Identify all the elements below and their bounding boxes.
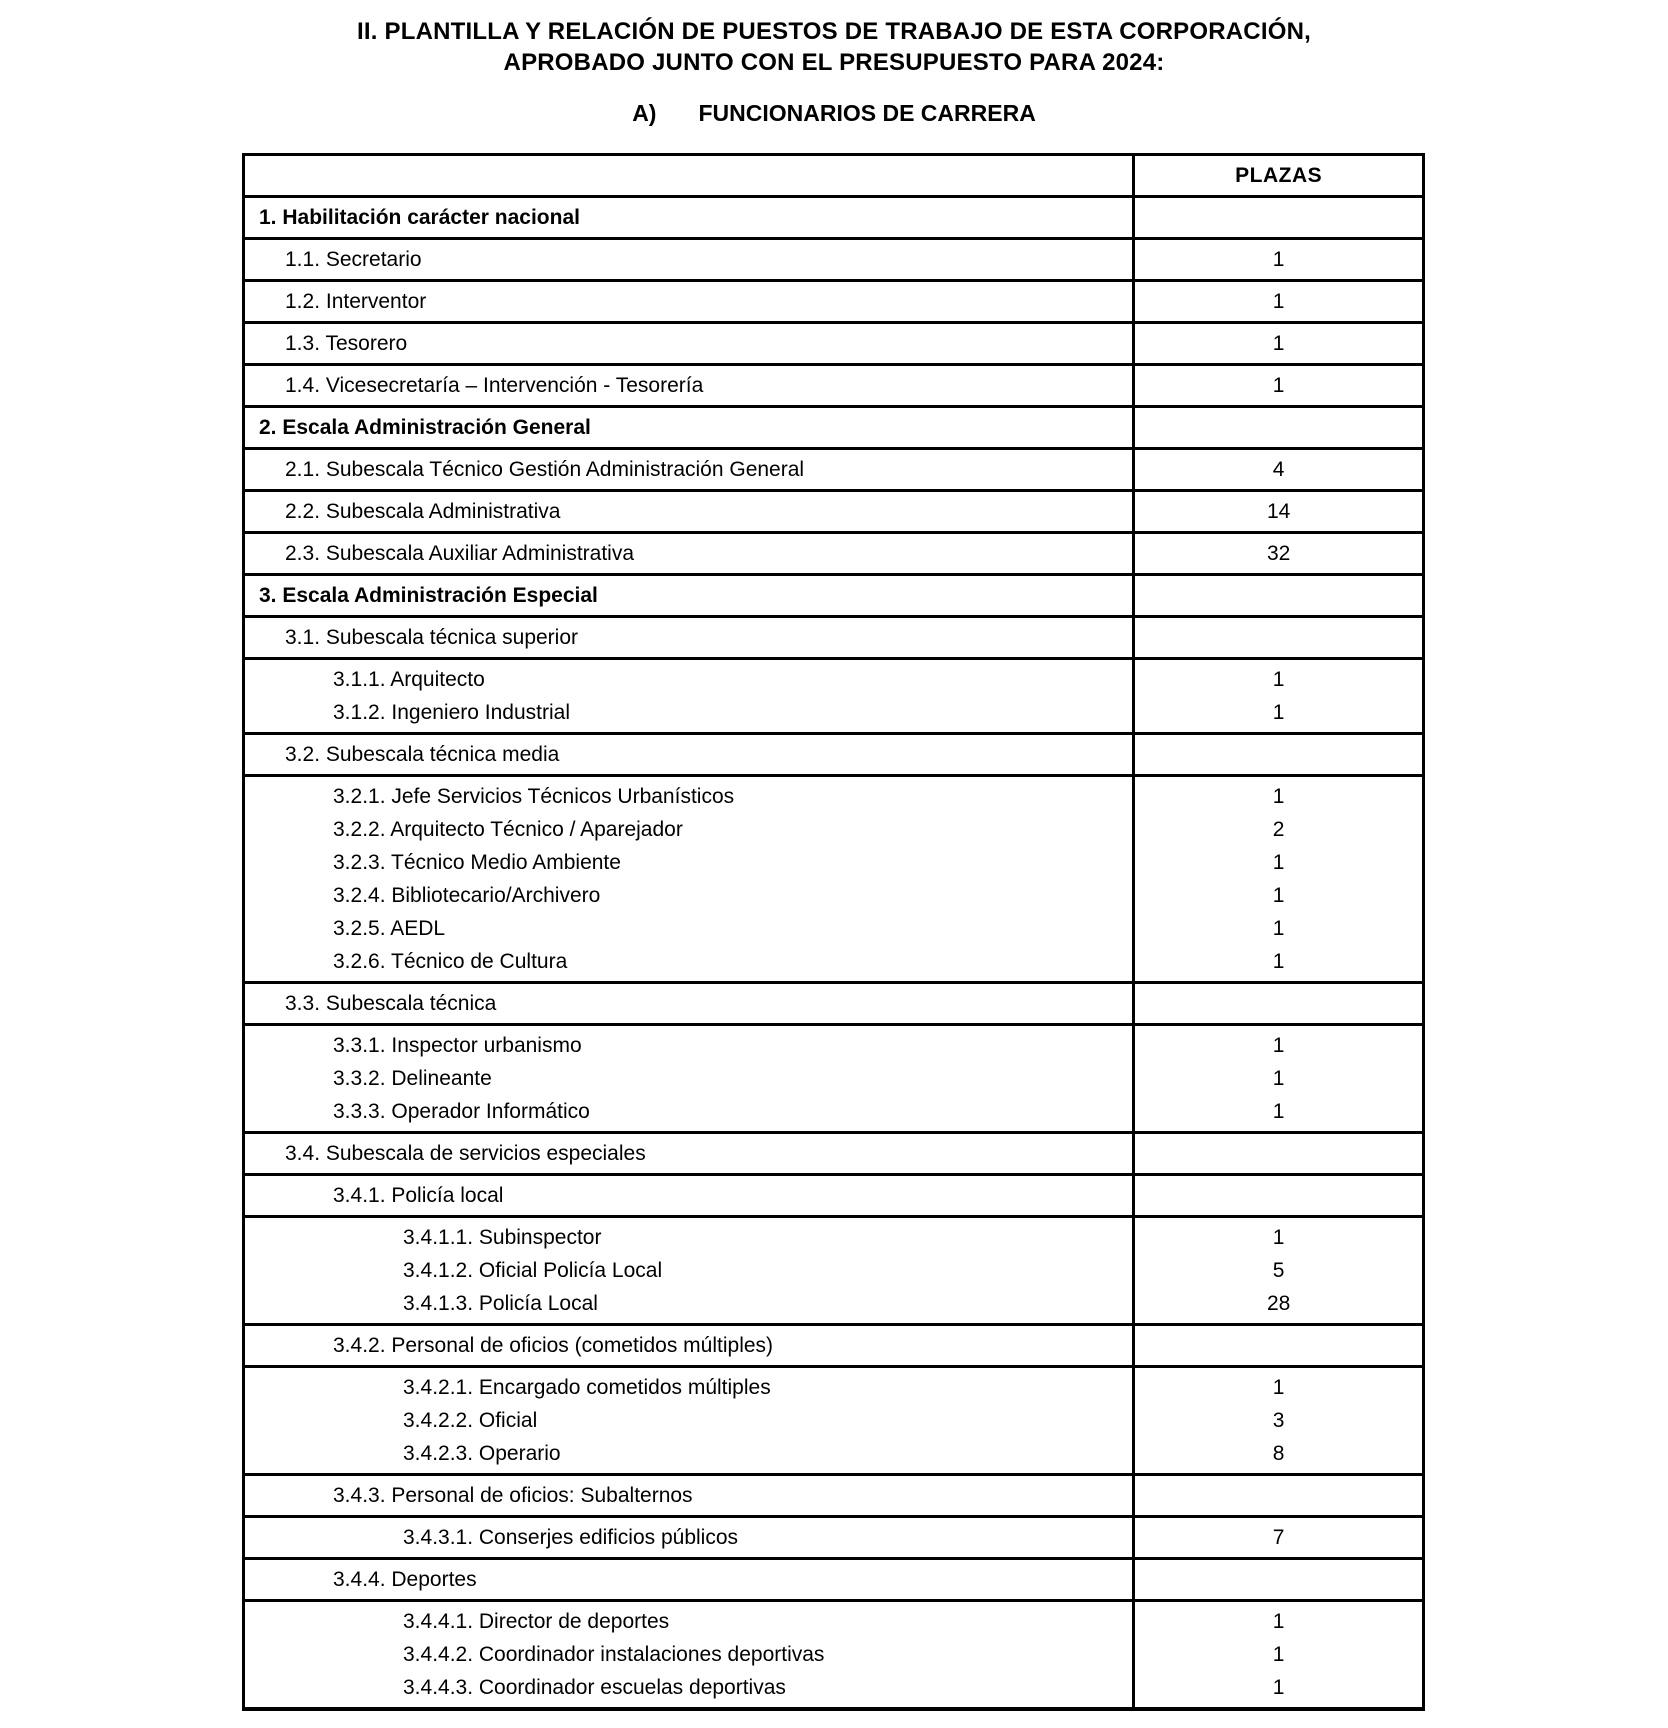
table-row bbox=[244, 323, 1424, 365]
table-row bbox=[244, 659, 1424, 734]
position-label: 3.4.1.3. Policía Local bbox=[403, 1292, 598, 1315]
table-row bbox=[244, 776, 1424, 983]
position-cell bbox=[244, 1517, 1134, 1559]
table-row bbox=[244, 1559, 1424, 1601]
plazas-value: 1 bbox=[1272, 1100, 1285, 1123]
position-cell bbox=[244, 1133, 1134, 1175]
position-cell bbox=[244, 533, 1134, 575]
position-label: 3.3.3. Operador Informático bbox=[333, 1100, 590, 1123]
table-row bbox=[244, 1325, 1424, 1367]
plazas-cell bbox=[1134, 1367, 1424, 1475]
position-label: 3.1.2. Ingeniero Industrial bbox=[333, 701, 570, 724]
section-label: 3. Escala Administración Especial bbox=[259, 584, 598, 607]
plazas-value: 1 bbox=[1272, 701, 1285, 724]
staff-table-container bbox=[242, 153, 1668, 1711]
position-cell bbox=[244, 1475, 1134, 1517]
plazas-cell bbox=[1134, 449, 1424, 491]
position-cell bbox=[244, 617, 1134, 659]
position-label: 3.2.2. Arquitecto Técnico / Aparejador bbox=[333, 818, 683, 841]
position-label: 3.4.2.1. Encargado cometidos múltiples bbox=[403, 1376, 771, 1399]
plazas-cell bbox=[1134, 983, 1424, 1025]
position-label: 3.1.1. Arquitecto bbox=[333, 668, 485, 691]
plazas-cell bbox=[1134, 533, 1424, 575]
table-row bbox=[244, 407, 1424, 449]
plazas-value bbox=[1135, 987, 1422, 1020]
plazas-cell bbox=[1134, 1325, 1424, 1367]
plazas-value bbox=[1135, 621, 1422, 654]
plazas-cell bbox=[1134, 1175, 1424, 1217]
position-label: 3.4.1. Policía local bbox=[333, 1184, 504, 1207]
plazas-cell bbox=[1134, 617, 1424, 659]
plazas-value: 5 bbox=[1272, 1259, 1285, 1282]
position-label: 1.2. Interventor bbox=[285, 290, 427, 313]
plazas-cell bbox=[1134, 1217, 1424, 1325]
plazas-value: 28 bbox=[1266, 1292, 1291, 1315]
plazas-value: 14 bbox=[1266, 500, 1291, 523]
position-cell bbox=[244, 575, 1134, 617]
position-label: 3.4.1.1. Subinspector bbox=[403, 1226, 602, 1249]
position-label: 1.1. Secretario bbox=[285, 248, 422, 271]
position-label: 2.3. Subescala Auxiliar Administrativa bbox=[285, 542, 635, 565]
position-label: 2.2. Subescala Administrativa bbox=[285, 500, 561, 523]
staff-table-head bbox=[244, 155, 1424, 197]
plazas-cell bbox=[1134, 1025, 1424, 1133]
plazas-cell bbox=[1134, 659, 1424, 734]
position-label: 3.3. Subescala técnica bbox=[285, 992, 497, 1015]
document-title bbox=[0, 16, 1668, 78]
position-cell bbox=[244, 1175, 1134, 1217]
position-cell bbox=[244, 491, 1134, 533]
plazas-cell bbox=[1134, 365, 1424, 407]
table-row bbox=[244, 1217, 1424, 1325]
table-header-row bbox=[244, 155, 1424, 197]
plazas-value: 1 bbox=[1272, 1643, 1285, 1666]
position-cell bbox=[244, 1025, 1134, 1133]
position-cell bbox=[244, 407, 1134, 449]
table-row bbox=[244, 1475, 1424, 1517]
position-cell bbox=[244, 776, 1134, 983]
plazas-value: 1 bbox=[1272, 851, 1285, 874]
plazas-value: 1 bbox=[1272, 1376, 1285, 1399]
position-cell bbox=[244, 323, 1134, 365]
plazas-value: 3 bbox=[1272, 1409, 1285, 1432]
position-label: 3.4.4. Deportes bbox=[333, 1568, 477, 1591]
position-label: 3.4.2.2. Oficial bbox=[403, 1409, 538, 1432]
section-heading bbox=[0, 100, 1668, 127]
document-title-line2: APROBADO JUNTO CON EL PRESUPUESTO PARA 2024: bbox=[503, 49, 1165, 76]
position-cell bbox=[244, 1325, 1134, 1367]
section-label: 2. Escala Administración General bbox=[259, 416, 591, 439]
position-label: 3.4.3. Personal de oficios: Subalternos bbox=[333, 1484, 693, 1507]
table-row bbox=[244, 1517, 1424, 1559]
plazas-cell bbox=[1134, 1517, 1424, 1559]
staff-table-body bbox=[244, 197, 1424, 1710]
plazas-cell bbox=[1134, 1559, 1424, 1601]
table-row bbox=[244, 491, 1424, 533]
plazas-cell bbox=[1134, 491, 1424, 533]
plazas-value: 1 bbox=[1272, 290, 1285, 313]
position-label: 3.1. Subescala técnica superior bbox=[285, 626, 579, 649]
table-row bbox=[244, 1175, 1424, 1217]
plazas-value bbox=[1135, 1137, 1422, 1170]
plazas-cell bbox=[1134, 575, 1424, 617]
position-label: 3.4.4.2. Coordinador instalaciones deportivas bbox=[403, 1643, 825, 1666]
position-cell bbox=[244, 983, 1134, 1025]
position-cell bbox=[244, 1217, 1134, 1325]
plazas-value: 1 bbox=[1272, 1226, 1285, 1249]
plazas-cell bbox=[1134, 734, 1424, 776]
position-label: 3.3.2. Delineante bbox=[333, 1067, 492, 1090]
positions-header-cell bbox=[244, 155, 1134, 197]
table-row bbox=[244, 734, 1424, 776]
position-cell bbox=[244, 365, 1134, 407]
staff-table bbox=[242, 153, 1425, 1711]
table-row bbox=[244, 1601, 1424, 1710]
plazas-value: 4 bbox=[1272, 458, 1285, 481]
plazas-value: 1 bbox=[1272, 884, 1285, 907]
document-title-line1: II. PLANTILLA Y RELACIÓN DE PUESTOS DE TRABAJO DE ESTA CORPORACIÓN, bbox=[357, 18, 1311, 45]
plazas-value: 1 bbox=[1272, 1067, 1285, 1090]
position-label: 3.2. Subescala técnica media bbox=[285, 743, 560, 766]
plazas-cell bbox=[1134, 323, 1424, 365]
position-label: 1.4. Vicesecretaría – Intervención - Tesorería bbox=[285, 374, 704, 397]
plazas-value bbox=[1135, 738, 1422, 771]
plazas-value: 1 bbox=[1272, 668, 1285, 691]
plazas-value: 32 bbox=[1266, 542, 1291, 565]
table-row bbox=[244, 1133, 1424, 1175]
position-label: 3.2.5. AEDL bbox=[333, 917, 446, 940]
position-cell bbox=[244, 239, 1134, 281]
plazas-value: 2 bbox=[1272, 818, 1285, 841]
plazas-value bbox=[1135, 201, 1422, 234]
position-cell bbox=[244, 1559, 1134, 1601]
plazas-value: 7 bbox=[1272, 1526, 1285, 1549]
position-label: 3.4.2.3. Operario bbox=[403, 1442, 561, 1465]
table-row bbox=[244, 617, 1424, 659]
position-label: 3.4.3.1. Conserjes edificios públicos bbox=[403, 1526, 739, 1549]
plazas-cell bbox=[1134, 407, 1424, 449]
position-cell bbox=[244, 449, 1134, 491]
position-label: 2.1. Subescala Técnico Gestión Administración General bbox=[285, 458, 805, 481]
plazas-value: 1 bbox=[1272, 917, 1285, 940]
plazas-value bbox=[1135, 1563, 1422, 1596]
table-row bbox=[244, 281, 1424, 323]
table-row bbox=[244, 365, 1424, 407]
position-label: 3.4.4.3. Coordinador escuelas deportivas bbox=[403, 1676, 786, 1699]
plazas-cell bbox=[1134, 197, 1424, 239]
position-cell bbox=[244, 734, 1134, 776]
section-letter: A) bbox=[632, 100, 657, 126]
section-title: FUNCIONARIOS DE CARRERA bbox=[698, 100, 1036, 126]
plazas-value bbox=[1135, 1179, 1422, 1212]
position-label: 3.2.1. Jefe Servicios Técnicos Urbanísticos bbox=[333, 785, 735, 808]
plazas-cell bbox=[1134, 1133, 1424, 1175]
plazas-cell bbox=[1134, 281, 1424, 323]
position-cell bbox=[244, 197, 1134, 239]
plazas-value: 1 bbox=[1272, 1034, 1285, 1057]
table-row bbox=[244, 533, 1424, 575]
plazas-cell bbox=[1134, 1601, 1424, 1710]
plazas-value bbox=[1135, 1329, 1422, 1362]
position-label: 3.3.1. Inspector urbanismo bbox=[333, 1034, 582, 1057]
table-row bbox=[244, 1367, 1424, 1475]
table-row bbox=[244, 1025, 1424, 1133]
table-row bbox=[244, 197, 1424, 239]
plazas-value: 1 bbox=[1272, 374, 1285, 397]
position-label: 3.4.1.2. Oficial Policía Local bbox=[403, 1259, 663, 1282]
position-cell bbox=[244, 1601, 1134, 1710]
table-row bbox=[244, 239, 1424, 281]
plazas-value: 1 bbox=[1272, 248, 1285, 271]
plazas-value bbox=[1135, 1479, 1422, 1512]
position-label: 3.2.4. Bibliotecario/Archivero bbox=[333, 884, 601, 907]
position-label: 3.4. Subescala de servicios especiales bbox=[285, 1142, 646, 1165]
position-label: 3.2.3. Técnico Medio Ambiente bbox=[333, 851, 621, 874]
plazas-header-cell: PLAZAS bbox=[1134, 155, 1424, 197]
plazas-cell bbox=[1134, 1475, 1424, 1517]
plazas-value: 1 bbox=[1272, 1676, 1285, 1699]
position-label: 3.4.4.1. Director de deportes bbox=[403, 1610, 670, 1633]
position-label: 3.4.2. Personal de oficios (cometidos múltiples) bbox=[333, 1334, 774, 1357]
position-cell bbox=[244, 281, 1134, 323]
table-row bbox=[244, 449, 1424, 491]
position-label: 1.3. Tesorero bbox=[285, 332, 408, 355]
position-cell bbox=[244, 659, 1134, 734]
position-label: 3.2.6. Técnico de Cultura bbox=[333, 950, 568, 973]
plazas-value: 1 bbox=[1272, 332, 1285, 355]
plazas-cell bbox=[1134, 239, 1424, 281]
plazas-value: 1 bbox=[1272, 950, 1285, 973]
table-row bbox=[244, 575, 1424, 617]
table-row bbox=[244, 983, 1424, 1025]
plazas-value: 1 bbox=[1272, 785, 1285, 808]
plazas-value bbox=[1135, 411, 1422, 444]
plazas-value: 1 bbox=[1272, 1610, 1285, 1633]
plazas-cell bbox=[1134, 776, 1424, 983]
plazas-value bbox=[1135, 579, 1422, 612]
plazas-value: 8 bbox=[1272, 1442, 1285, 1465]
position-cell bbox=[244, 1367, 1134, 1475]
section-label: 1. Habilitación carácter nacional bbox=[259, 206, 580, 229]
